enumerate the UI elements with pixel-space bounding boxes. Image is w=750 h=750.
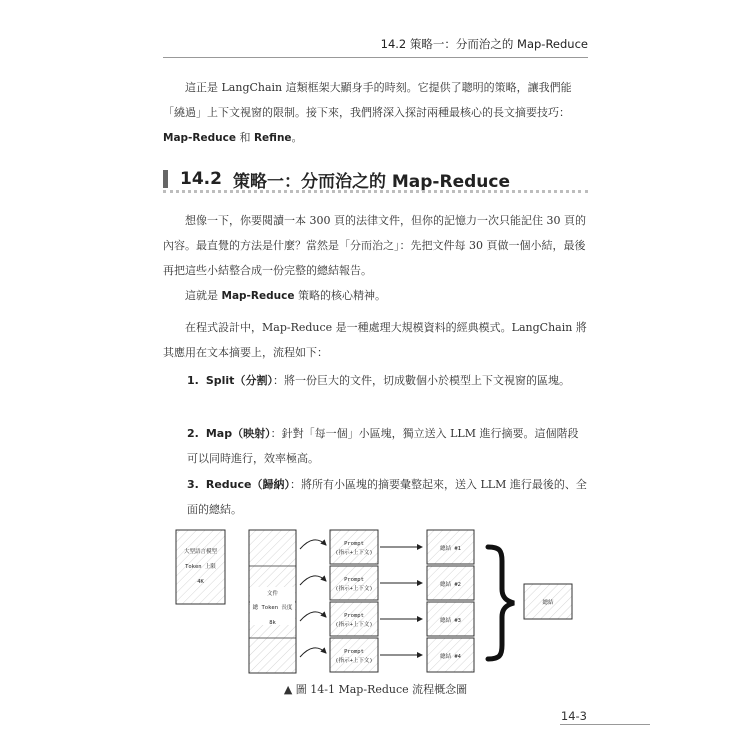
prompt-line2: (指示+上下文) bbox=[335, 622, 373, 628]
diagram-svg bbox=[174, 527, 584, 675]
intro-paragraph bbox=[163, 75, 588, 151]
prompt-line1: Prompt bbox=[344, 613, 364, 619]
prompt-box bbox=[330, 566, 378, 600]
map-reduce-diagram bbox=[174, 527, 584, 679]
summary-label: 總結 #4 bbox=[440, 654, 461, 660]
prompt-line1: Prompt bbox=[344, 649, 364, 655]
prompt-box bbox=[330, 602, 378, 636]
step-title: Map（映射） bbox=[205, 427, 271, 440]
summary-label: 總結 #3 bbox=[440, 618, 461, 624]
prompt-line2: (指示+上下文) bbox=[335, 550, 373, 556]
prompt-line1: Prompt bbox=[344, 541, 364, 547]
intro-term-map-reduce: Map-Reduce bbox=[163, 132, 236, 144]
intro-and: 和 bbox=[235, 131, 254, 144]
model-box-line2: Token 上限 bbox=[185, 564, 216, 570]
prompt-line1: Prompt bbox=[344, 577, 364, 583]
step-number: 2. bbox=[187, 427, 199, 440]
prompt-box bbox=[330, 638, 378, 672]
model-box-line3: 4K bbox=[197, 579, 204, 585]
curved-arrow bbox=[300, 612, 326, 621]
curved-arrow bbox=[300, 576, 326, 585]
step-title: Split（分割） bbox=[205, 374, 273, 387]
prompt-line2: (指示+上下文) bbox=[335, 586, 373, 592]
curved-arrow bbox=[300, 648, 326, 657]
step-desc: ：針對「每一個」小區塊，獨立送入 LLM 進行摘要。這個階段可以同時進行，效率極高。 bbox=[187, 427, 579, 465]
step-number: 1. bbox=[187, 374, 199, 387]
paragraph-1: 想像一下，你要閱讀一本 300 頁的法律文件，但你的記憶力一次只能記住 30 頁的內容。最直覺的方法是什麼？當然是「分而治之」：先把文件每 30 頁做一個小結，最後再把這些小結整合成一份完整的總結報告。 bbox=[163, 214, 586, 277]
final-summary-label: 總結 bbox=[542, 600, 554, 606]
prompt-box bbox=[330, 530, 378, 564]
summary-label: 總結 #1 bbox=[440, 546, 461, 552]
page-number: 14-3 bbox=[560, 709, 587, 723]
document-line1: 文件 bbox=[266, 591, 279, 597]
model-box-line1: 大型語言模型 bbox=[183, 549, 218, 555]
section-title: 策略一：分而治之的 Map-Reduce bbox=[232, 171, 510, 192]
section-number: 14.2 bbox=[180, 169, 222, 189]
list-item-reduce bbox=[187, 472, 588, 522]
para2-before: 這就是 bbox=[185, 289, 222, 302]
intro-text: 這正是 LangChain 這類框架大顯身手的時刻。它提供了聰明的策略，讓我們能「繞過」上下文視窗的限制。接下來，我們將深入探討兩種最核心的長文摘要技巧： bbox=[163, 81, 572, 119]
header-rule bbox=[163, 57, 588, 58]
step-number: 3. bbox=[187, 478, 199, 491]
running-header: 14.2 策略一：分而治之的 Map-Reduce bbox=[380, 37, 588, 51]
para2-term: Map-Reduce bbox=[221, 290, 295, 302]
list-item-map bbox=[187, 421, 588, 471]
intro-term-refine: Refine bbox=[253, 132, 292, 144]
document-line3: 8k bbox=[269, 620, 276, 626]
prompt-line2: (指示+上下文) bbox=[335, 658, 373, 664]
document-line2: 總 Token 長度 bbox=[252, 605, 293, 611]
para2-after: 策略的核心精神。 bbox=[294, 289, 386, 302]
footer-rule bbox=[560, 724, 650, 725]
heading-dotted-rule bbox=[163, 190, 588, 193]
curly-brace bbox=[488, 547, 514, 659]
step-desc: ：將一份巨大的文件，切成數個小於模型上下文視窗的區塊。 bbox=[272, 374, 570, 387]
step-title: Reduce（歸納） bbox=[205, 478, 290, 491]
paragraph-3: 在程式設計中，Map-Reduce 是一種處理大規模資料的經典模式。LangChain 將其應用在文本摘要上，流程如下： bbox=[163, 321, 587, 359]
paragraph-2 bbox=[163, 283, 588, 309]
figure-caption: ▲ 圖 14-1 Map-Reduce 流程概念圖 bbox=[283, 683, 468, 696]
summary-label: 總結 #2 bbox=[440, 582, 461, 588]
heading-bar bbox=[163, 170, 168, 188]
curved-arrow bbox=[300, 540, 326, 549]
step-desc: ：將所有小區塊的摘要彙整起來，送入 LLM 進行最後的、全面的總結。 bbox=[187, 478, 587, 516]
intro-end: 。 bbox=[291, 131, 303, 144]
list-item-split bbox=[187, 368, 588, 393]
